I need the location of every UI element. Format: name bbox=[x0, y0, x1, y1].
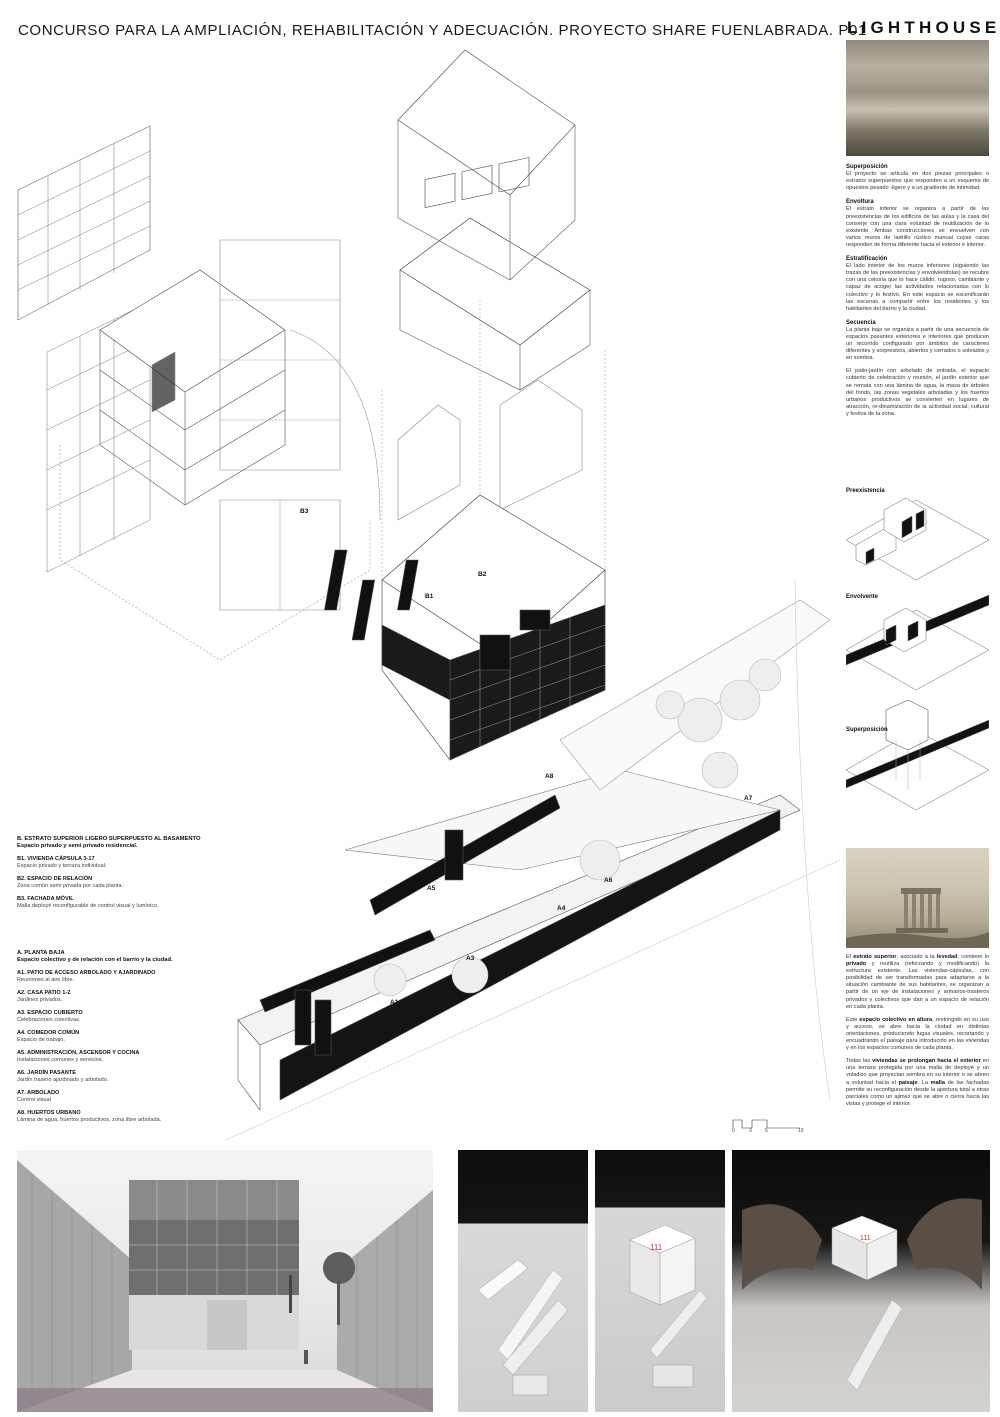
text-run: y reutiliza (reforzando y modificando) la estructura existente. Las viviendas-cápsulas, con posibilidad de ser transformadas para adaptarse a la situación cambiante de sus habitantes, se organizan a partir de un eje de instalaciones y armarios-trasteros privados y colectivos que dan a un espacio de relación en cada planta. bbox=[846, 961, 989, 1010]
text-run: en una terraza protegida por una malla de deployé y un voladizo que proyectan sombra en su interior o se abren a voluntad hacia el bbox=[846, 1058, 990, 1086]
section-heading: Estratificación bbox=[846, 256, 888, 263]
legend-upper-stratum bbox=[17, 836, 217, 910]
diagram-envolvente bbox=[846, 595, 989, 690]
label-a7: A7 bbox=[744, 795, 753, 802]
scale-tick: 5 bbox=[765, 1128, 768, 1134]
text-run: . La bbox=[917, 1079, 931, 1086]
section-body: El estrato inferior se organiza a partir de las preexistencias de los edificios de las aulas y la casa del conserje con una clara voluntad de reutilización de lo existente. Ambas construcciones se envuelven con varios muros de ladrillo rústico manual cuyas caras responden de forma diferente hacia el exterior e interior. bbox=[846, 206, 989, 248]
model-illustration-2 bbox=[595, 1150, 725, 1412]
diagram-superposicion bbox=[846, 700, 989, 810]
legend-item-title: A5. ADMINISTRACIÓN, ASCENSOR Y COCINA bbox=[17, 1050, 140, 1056]
label-a8: A8 bbox=[545, 773, 554, 780]
section-heading: Superposición bbox=[846, 164, 888, 170]
label-a6: A6 bbox=[604, 877, 613, 884]
section-body: La planta baja se organiza a partir de una secuencia de espacios pasantes exteriores e interiores que producen un recorrido configurado por ámbitos de caracteres diferentes y sorpresivos, abiertos y cerrados o soleados y en sombra. bbox=[846, 326, 989, 362]
model-number-tag: 111 bbox=[650, 1243, 663, 1252]
legend-item bbox=[17, 1090, 217, 1104]
label-a2: A2 bbox=[303, 1051, 312, 1058]
label-a1: A1 bbox=[390, 999, 399, 1006]
section-body: El patio-jardín con arbolado de entrada, el espacio cubierto de celebración y reunión, el jardín exterior que se remata con una lámina de agua, la masa de árboles del fondo, las zonas vegetales arboladas y los huertos urbanos productivos se convierten en lugares de atracción, re-dinamización de la actividad social, cultural y festiva de la zona. bbox=[846, 368, 989, 417]
text-run: , asociado a la bbox=[896, 954, 937, 960]
section-heading: Secuencia bbox=[846, 319, 876, 326]
landscape-painting-clouds bbox=[846, 40, 989, 156]
legend-item-title: A8. HUERTOS URBANO bbox=[17, 1110, 81, 1116]
text-run: levedad bbox=[936, 954, 958, 960]
legend-item-title: A1. PATIO DE ACCESO ARBOLADO Y AJARDINADO bbox=[17, 970, 156, 976]
model-photo-hands bbox=[732, 1150, 990, 1412]
text-run: , contiene lo bbox=[957, 954, 990, 960]
project-description bbox=[846, 164, 989, 418]
scale-tick: 10 bbox=[798, 1128, 804, 1134]
model-illustration-1 bbox=[458, 1150, 588, 1412]
legend-item-title: B1. VIVIENDA CÁPSULA 3-17 bbox=[17, 856, 95, 862]
legend-subtitle: Espacio privado y semi privado residencial. bbox=[17, 843, 138, 849]
legend-item-title: B3. FACHADA MÓVIL bbox=[17, 896, 74, 902]
residential-tower bbox=[324, 300, 605, 760]
strata-paragraph-3 bbox=[846, 1058, 989, 1108]
strata-paragraph-2 bbox=[846, 1017, 989, 1052]
text-run: viviendas se prolongan hacia el exterior bbox=[872, 1058, 981, 1065]
label-a3: A3 bbox=[466, 955, 475, 962]
legend-item bbox=[17, 1070, 217, 1084]
text-run: de las fachadas permite su reconfiguración desde la apertura total a otras parciales como un ajimez que se abre o cierra hacia las vistas y protege el interior. bbox=[846, 1079, 989, 1107]
diagram-label-preexistencia: Preexistencia bbox=[846, 488, 885, 494]
legend-item-title: B2. ESPACIO DE RELACIÓN bbox=[17, 876, 93, 882]
legend-item bbox=[17, 876, 217, 890]
legend-item-desc: Celebraciones colectivas. bbox=[17, 1017, 81, 1023]
legend-item bbox=[17, 990, 217, 1004]
text-run: privado bbox=[846, 961, 867, 968]
legend-item-desc: Instalaciones comunes y servicios. bbox=[17, 1057, 104, 1063]
legend-item-desc: Lámina de agua, huertos productivos, zona libre arbolada. bbox=[17, 1117, 162, 1123]
text-run: paisaje bbox=[898, 1079, 918, 1086]
text-run: Este bbox=[846, 1016, 860, 1023]
legend-title: B. ESTRATO SUPERIOR LIGERO SUPERPUESTO AL BASAMENTO bbox=[17, 836, 201, 842]
scale-tick: 0 bbox=[732, 1128, 735, 1134]
legend-item-desc: Zona común semi privada por cada planta. bbox=[17, 883, 124, 889]
label-b2: B2 bbox=[478, 571, 487, 578]
text-run: estrato superior bbox=[853, 954, 897, 960]
text-run: Todas las bbox=[846, 1058, 873, 1065]
section-body: El lado interior de los muros inferiores (siguiendo las trazas de las preexistencias y envolviéndolas) se recubre con una celosía que lo hace cálido, rugoso, cambiante y capaz de acoger las actividades relacionadas con lo colectivo y lo festivo. En este espacio se escenificarán las escenas a compartir entre los residentes y los habitantes del barrio y la ciudad. bbox=[846, 263, 989, 312]
diagram-preexistencia bbox=[846, 498, 989, 580]
text-run: espacio colectivo en altura bbox=[859, 1016, 933, 1023]
legend-item-title: A2. CASA PATIO 1-2 bbox=[17, 990, 71, 996]
model-number-tag: 111 bbox=[860, 1235, 871, 1242]
temple-ruins-engraving bbox=[846, 848, 989, 948]
temple-ruins-illustration bbox=[846, 848, 989, 948]
page-title: CONCURSO PARA LA AMPLIACIÓN, REHABILITACIÓN Y ADECUACIÓN. PROYECTO SHARE FUENLABRADA. P01 bbox=[18, 22, 867, 39]
scale-bar bbox=[732, 1117, 802, 1135]
legend-item-title: A6. JARDÍN PASANTE bbox=[17, 1070, 76, 1076]
legend-item bbox=[17, 1010, 217, 1024]
legend-subtitle: Espacio colectivo y de relación con el barrio y la ciudad. bbox=[17, 957, 173, 963]
legend-item bbox=[17, 856, 217, 870]
section-heading: Envoltura bbox=[846, 199, 874, 206]
legend-item-desc: Espacio privado y terraza individual. bbox=[17, 863, 107, 869]
diagram-label-envolvente: Envolvente bbox=[846, 594, 879, 600]
render-illustration bbox=[17, 1150, 433, 1412]
label-b1: B1 bbox=[425, 593, 434, 600]
legend-item-title: A4. COMEDOR COMÚN bbox=[17, 1030, 80, 1036]
model-photo-ground-floor bbox=[458, 1150, 588, 1412]
text-run: El bbox=[846, 954, 854, 960]
diagram-label-superposicion: Superposición bbox=[846, 727, 888, 733]
legend-item-desc: Espacio de trabajo. bbox=[17, 1037, 65, 1043]
label-b3: B3 bbox=[300, 508, 309, 515]
legend-item bbox=[17, 1030, 217, 1044]
strata-description bbox=[846, 954, 989, 1108]
concept-diagrams bbox=[846, 470, 989, 840]
tower-roof-stack bbox=[398, 50, 590, 520]
legend-title: A. PLANTA BAJA bbox=[17, 950, 65, 956]
scale-tick: 3 bbox=[749, 1128, 752, 1134]
legend-item bbox=[17, 1110, 217, 1124]
legend-item-desc: Jardín trasero ajardinado y arbolado. bbox=[17, 1077, 109, 1083]
strata-paragraph-1 bbox=[846, 954, 989, 1011]
legend-item-desc: Jardines privados. bbox=[17, 997, 63, 1003]
text-run: malla bbox=[930, 1079, 945, 1086]
model-illustration-3 bbox=[732, 1150, 990, 1412]
legend-item-desc: Malla deployé reconfigurable de control visual y lumínico. bbox=[17, 903, 159, 909]
label-a5: A5 bbox=[427, 885, 436, 892]
exterior-render bbox=[17, 1150, 433, 1412]
legend-item-desc: Control visual bbox=[17, 1097, 51, 1103]
text-run: , restringido en su uso y acceso, se abre hacia la ciudad en distintas orientaciones, produciendo fugas visuales, recortando y encuadrando el paisaje para introducirlo en las viviendas y en los espacios comunes de cada planta. bbox=[846, 1016, 989, 1052]
legend-item-title: A3. ESPACIO CUBIERTO bbox=[17, 1010, 83, 1016]
legend-item-desc: Reuniones al aire libre. bbox=[17, 977, 75, 983]
brand-logo: LIGHTHOUSE bbox=[847, 18, 1000, 37]
legend-item bbox=[17, 1050, 217, 1064]
model-photo-with-tower bbox=[595, 1150, 725, 1412]
legend-item-title: A7. ARBOLADO bbox=[17, 1090, 60, 1096]
label-a4: A4 bbox=[557, 905, 566, 912]
section-body: El proyecto se articula en dos piezas principales o estratos superpuestos que responden a un esquema de opuestos pesado -ligero y a un gradiente de intimidad. bbox=[846, 171, 989, 192]
legend-item bbox=[17, 896, 217, 910]
legend-item bbox=[17, 970, 217, 984]
legend-ground-floor bbox=[17, 950, 217, 1124]
